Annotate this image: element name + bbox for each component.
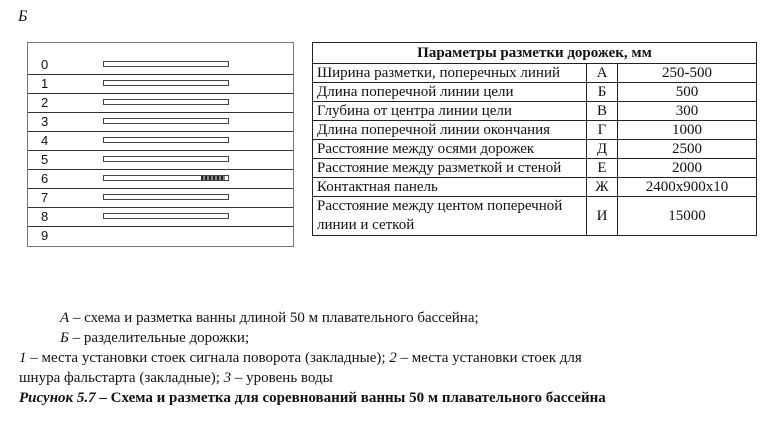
param-value: 300 [618,102,757,121]
lane-rope-marker [103,118,229,124]
caption-3-mark: 3 [223,370,232,386]
lane-number: 6 [41,171,49,186]
param-code: Б [587,83,618,102]
param-value: 15000 [618,197,757,236]
lane-number: 2 [41,95,49,110]
parameters-table [312,42,757,236]
param-name: Длина поперечной линии цели [313,83,587,102]
caption-line-1-2 [19,349,582,367]
param-code: Г [587,121,618,140]
caption-line-3 [19,369,333,387]
lane-rope-marker [103,80,229,86]
param-code: В [587,102,618,121]
param-value: 250-500 [618,64,757,83]
caption-line-b [60,329,249,347]
param-code: Ж [587,178,618,197]
caption-a-mark: А [60,310,70,326]
table-row [313,159,757,178]
param-code: Д [587,140,618,159]
lane-rope-marker [103,213,229,219]
lane-row [28,151,293,170]
lane-rope-marker [103,156,229,162]
caption-2-text: – места установки стоек для [396,350,582,366]
table-row [313,102,757,121]
caption-3-text: – уровень воды [231,370,333,386]
table-row [313,64,757,83]
param-value: 1000 [618,121,757,140]
param-value: 2000 [618,159,757,178]
caption-line4-text: шнура фальстарта (закладные); [19,370,224,386]
table-row [313,197,757,236]
lane-number: 1 [41,76,49,91]
param-name: Ширина разметки, поперечных линий [313,64,587,83]
param-name: Контактная панель [313,178,587,197]
lane-row [28,170,293,189]
figure-number: Рисунок 5.7 [19,390,96,406]
param-name: Расстояние между центом поперечной линии и сеткой [313,197,587,236]
panel-label: Б [18,8,28,25]
lane-rope-marker [103,99,229,105]
lane-number: 3 [41,114,49,129]
lane-row [28,227,293,246]
figure-caption [19,389,606,407]
table-row [313,83,757,102]
param-name: Глубина от центра линии цели [313,102,587,121]
lane-number: 9 [41,228,49,243]
figure-title: – Схема и разметка для соревнований ванны 50 м плавательного бассейна [95,390,606,406]
lane-number: 7 [41,190,49,205]
pool-lanes-diagram [27,42,294,247]
caption-b-mark: Б [60,330,69,346]
caption-1-mark: 1 [19,350,27,366]
table-header: Параметры разметки дорожек, мм [313,43,757,64]
param-value: 500 [618,83,757,102]
param-value: 2400х900х10 [618,178,757,197]
param-value: 2500 [618,140,757,159]
table-row [313,121,757,140]
lane-row [28,208,293,227]
lane-number: 8 [41,209,49,224]
lane-number: 5 [41,152,49,167]
param-name: Расстояние между осями дорожек [313,140,587,159]
lane-row [28,113,293,132]
lane-row [28,75,293,94]
lane-number: 4 [41,133,49,148]
param-name: Длина поперечной линии окончания [313,121,587,140]
lane-row [28,132,293,151]
lane-row [28,56,293,75]
table-row [313,178,757,197]
caption-b-text: – разделительные дорожки; [68,330,250,346]
param-name: Расстояние между разметкой и стеной [313,159,587,178]
lane-rope-marker [103,137,229,143]
caption-a-text: – схема и разметка ванны длиной 50 м плавательного бассейна; [69,310,479,326]
param-code: Е [587,159,618,178]
lane-rope-marker [103,175,229,181]
lane-row [28,94,293,113]
table-row [313,140,757,159]
caption-line-a [60,309,479,327]
caption-1-text: – места установки стоек сигнала поворота (закладные); [26,350,390,366]
lane-rope-marker [103,61,229,67]
lane-row [28,189,293,208]
caption-2-mark: 2 [389,350,397,366]
lane-rope-marker [103,194,229,200]
param-code: И [587,197,618,236]
lane-number: 0 [41,57,49,72]
param-code: А [587,64,618,83]
